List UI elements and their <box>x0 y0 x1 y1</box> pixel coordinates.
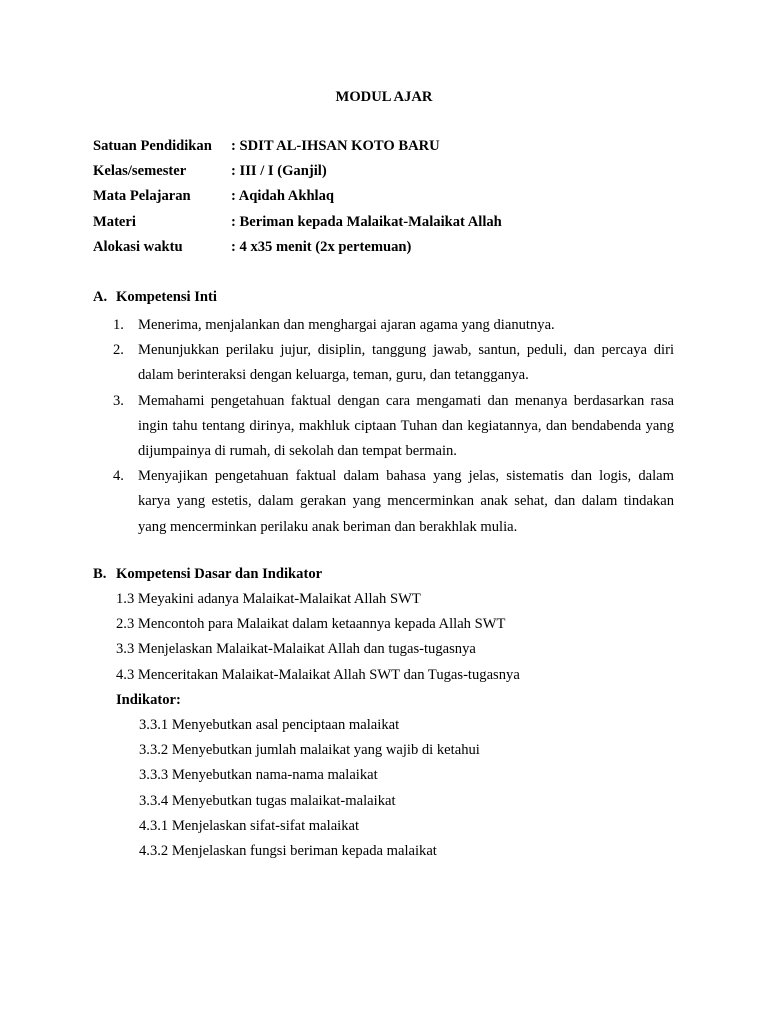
list-number: 1. <box>113 317 124 333</box>
indikator-item: 3.3.3 Menyebutkan nama-nama malaikat <box>139 767 378 784</box>
info-label: Materi <box>93 213 136 230</box>
info-row-satuan <box>93 137 502 162</box>
page-title: MODUL AJAR <box>335 89 433 105</box>
kompetensi-dasar-list <box>116 590 520 716</box>
kd-item: 4.3 Menceritakan Malaikat-Malaikat Allah SWT dan Tugas-tugasnya <box>116 666 520 683</box>
section-title: Kompetensi Dasar dan Indikator <box>116 566 323 582</box>
list-number: 3. <box>113 392 124 409</box>
list-text: Memahami pengetahuan faktual dengan cara mengamati dan menanya berdasarkan rasa ingin tahu tentang dirinya, makhluk ciptaan Tuhan dan kegiatannya, dan bendabenda yang dijumpainya di rumah, di sekolah dan tempat bermain. <box>138 392 674 460</box>
info-value: : Aqidah Akhlaq <box>231 188 335 205</box>
list-number: 2. <box>113 342 124 359</box>
info-value: : 4 x35 menit (2x pertemuan) <box>231 238 412 255</box>
kompetensi-inti-list <box>113 313 674 540</box>
section-a-heading <box>93 288 217 306</box>
identity-table <box>93 137 502 263</box>
section-b-heading <box>93 565 322 583</box>
list-text: Menerima, menjalankan dan menghargai ajaran agama yang dianutnya. <box>138 317 555 333</box>
info-value: : SDIT AL-IHSAN KOTO BARU <box>231 138 440 154</box>
kd-item: 2.3 Mencontoh para Malaikat dalam ketaannya kepada Allah SWT <box>116 616 506 633</box>
list-text: Menyajikan pengetahuan faktual dalam bahasa yang jelas, sistematis dan logis, dalam karya yang estetis, dalam gerakan yang mencerminkan anak sehat, dan dalam tindakan yang mencerminkan perilaku anak beriman dan berakhlak mulia. <box>138 468 674 535</box>
list-item <box>113 338 674 388</box>
indikator-item: 3.3.1 Menyebutkan asal penciptaan malaikat <box>139 717 400 733</box>
info-row-materi <box>93 213 502 238</box>
info-value: : III / I (Ganjil) <box>231 163 327 180</box>
info-label: Kelas/semester <box>93 163 187 180</box>
list-item <box>113 313 674 338</box>
info-label: Alokasi waktu <box>93 238 183 255</box>
list-item <box>113 464 674 540</box>
section-letter: A. <box>93 289 108 305</box>
list-item <box>113 389 674 465</box>
section-letter: B. <box>93 566 107 582</box>
info-row-alokasi <box>93 238 502 263</box>
indikator-item: 4.3.2 Menjelaskan fungsi beriman kepada malaikat <box>139 842 437 859</box>
indikator-list <box>139 716 480 867</box>
indikator-item: 3.3.2 Menyebutkan jumlah malaikat yang wajib di ketahui <box>139 742 480 759</box>
kd-item: 3.3 Menjelaskan Malaikat-Malaikat Allah dan tugas-tugasnya <box>116 641 476 658</box>
info-value: : Beriman kepada Malaikat-Malaikat Allah <box>231 213 502 230</box>
list-number: 4. <box>113 468 124 485</box>
indikator-item: 4.3.1 Menjelaskan sifat-sifat malaikat <box>139 817 360 834</box>
section-title: Kompetensi Inti <box>116 289 217 305</box>
info-row-mapel <box>93 187 502 212</box>
info-label: Satuan Pendidikan <box>93 138 212 154</box>
indikator-label: Indikator: <box>116 691 181 708</box>
info-row-kelas <box>93 162 502 187</box>
info-label: Mata Pelajaran <box>93 188 191 205</box>
kd-item: 1.3 Meyakini adanya Malaikat-Malaikat Allah SWT <box>116 591 421 607</box>
list-text: Menunjukkan perilaku jujur, disiplin, tanggung jawab, santun, peduli, dan percaya diri dalam berinteraksi dengan keluarga, teman, guru, dan tetangganya. <box>138 342 674 384</box>
indikator-item: 3.3.4 Menyebutkan tugas malaikat-malaikat <box>139 792 396 809</box>
